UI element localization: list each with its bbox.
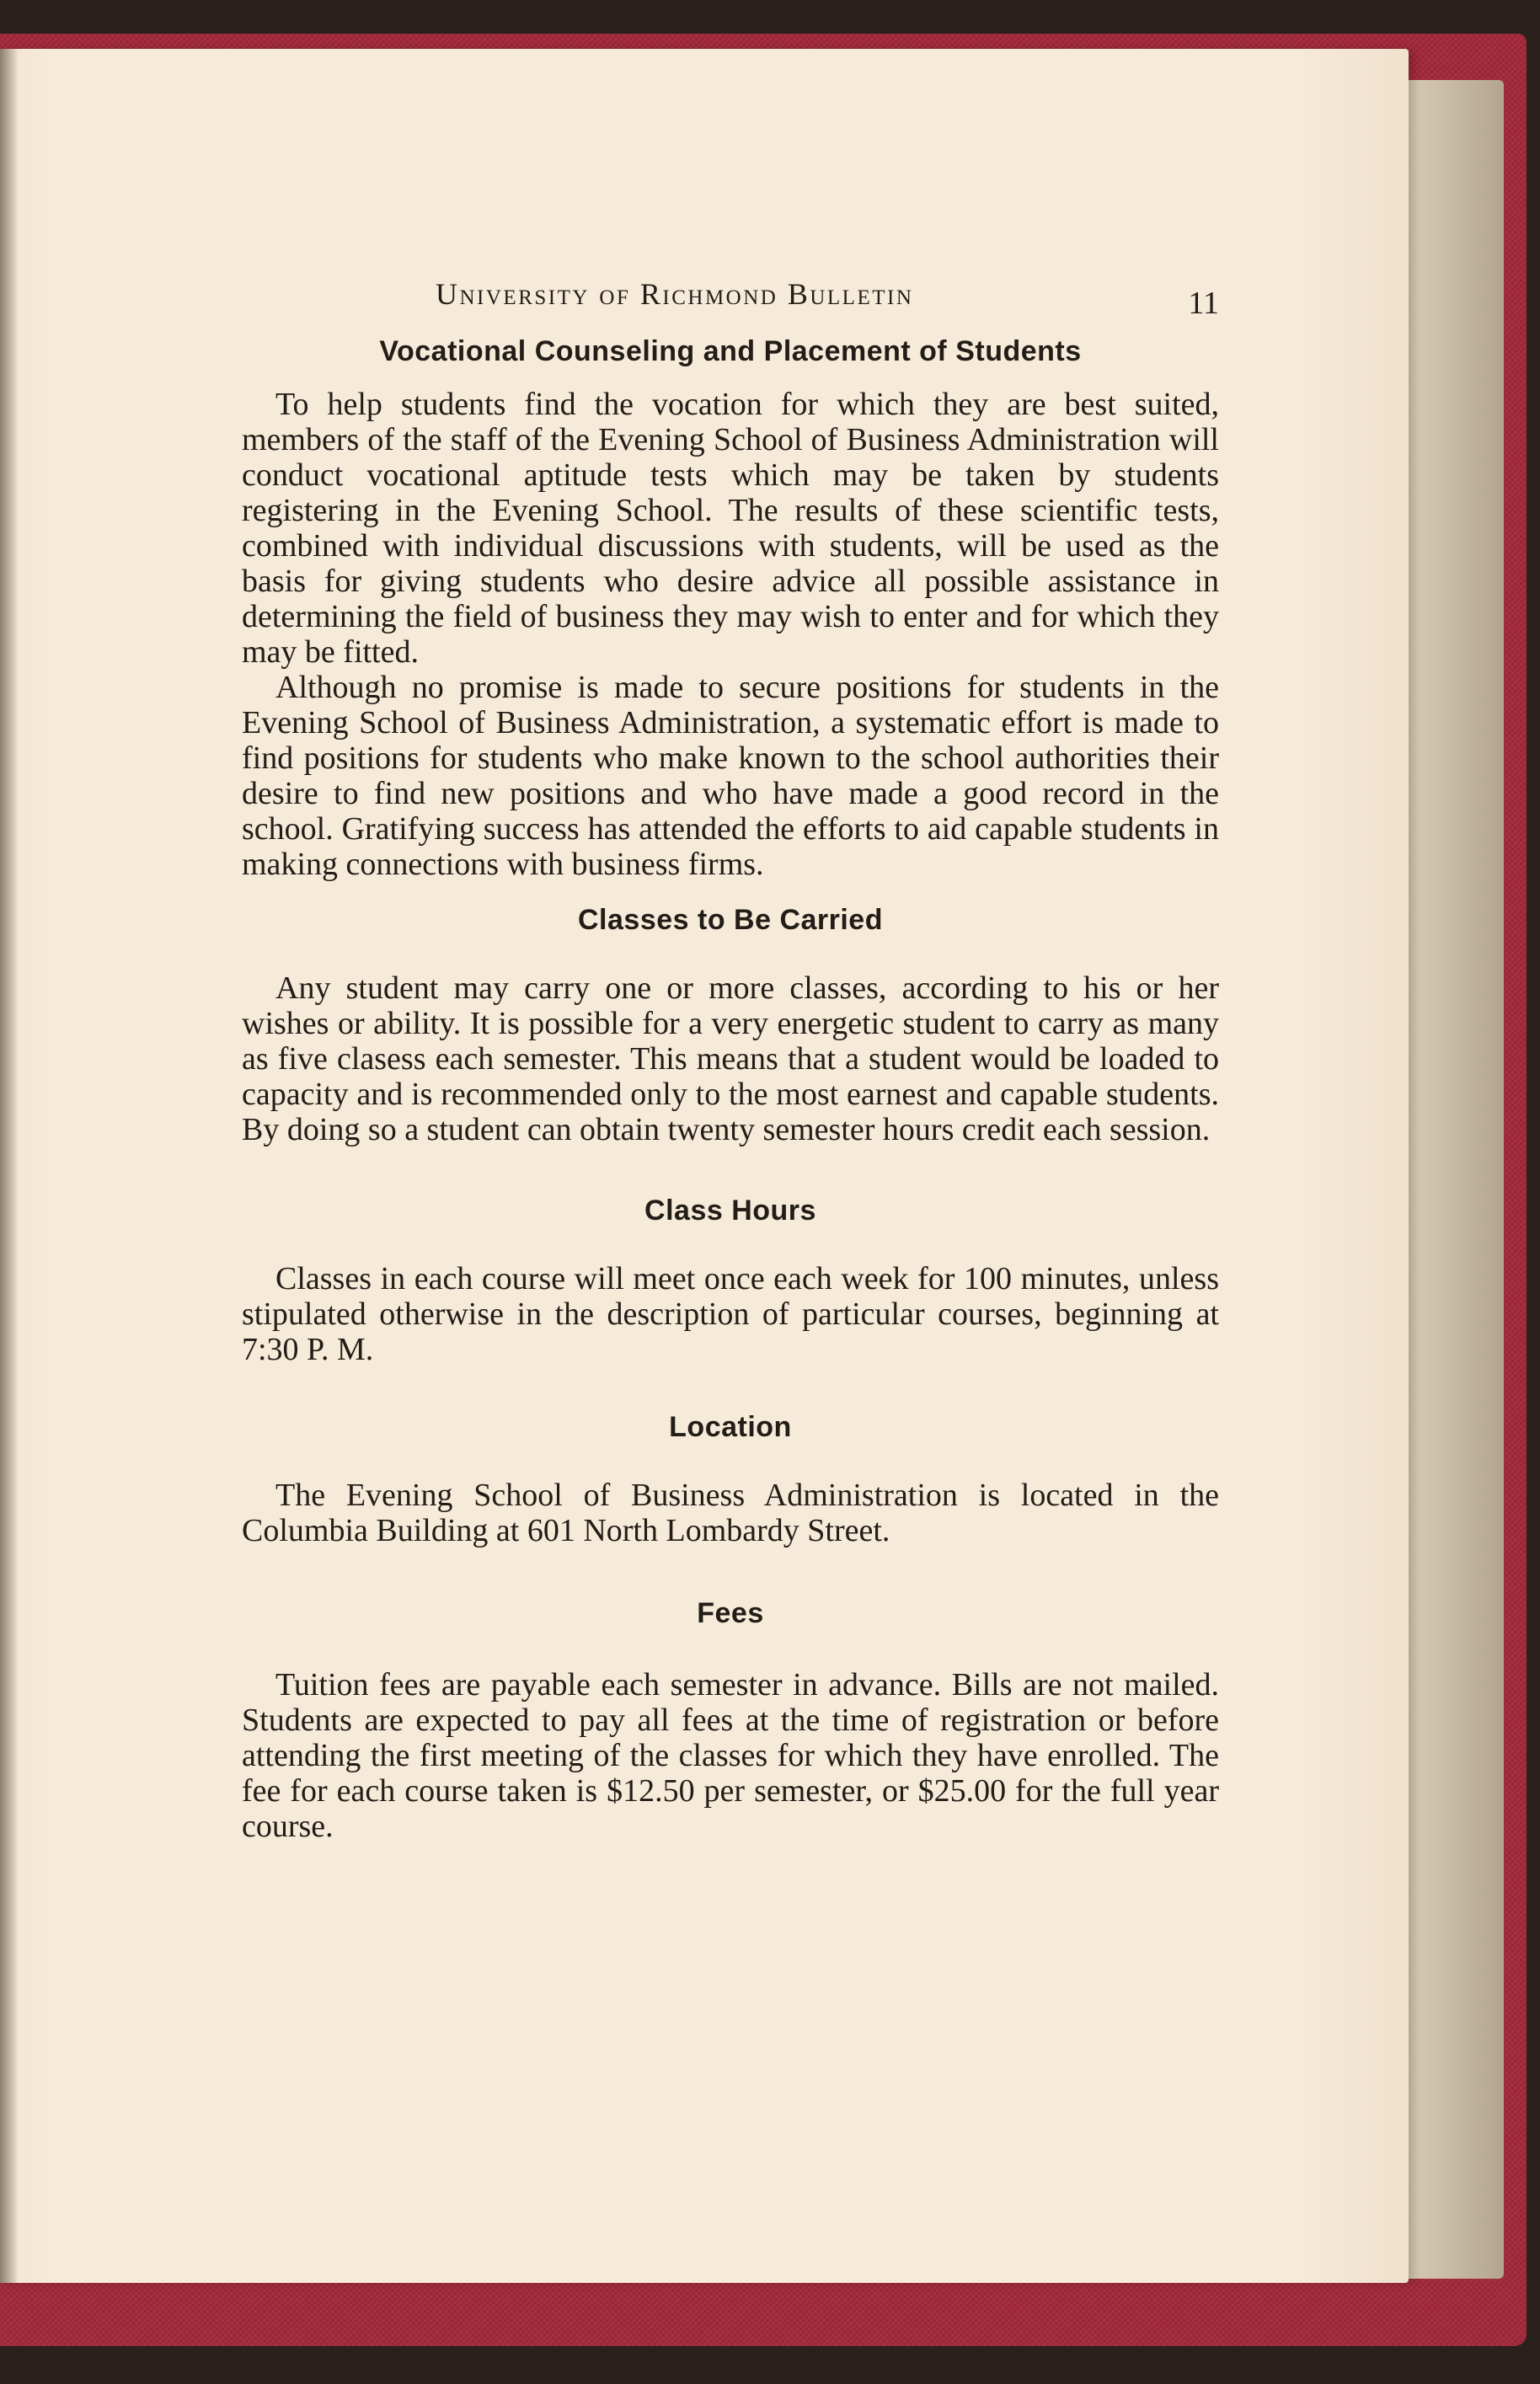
paragraph-location: The Evening School of Business Administration is located in the Columbia Building at 601 North Lombardy Street. bbox=[242, 1478, 1219, 1548]
section-heading-class-hours: Class Hours bbox=[644, 1195, 816, 1227]
running-title: University of Richmond Bulletin bbox=[436, 277, 914, 311]
running-head bbox=[242, 270, 1219, 320]
paragraph-class-hours: Classes in each course will meet once each week for 100 minutes, unless stipulated otherwise in the description of particular courses, beginning at 7:30 P. M. bbox=[242, 1261, 1219, 1367]
page-edges bbox=[1394, 80, 1504, 2279]
page-number: 11 bbox=[1188, 286, 1219, 321]
section-heading-location: Location bbox=[669, 1411, 792, 1443]
paragraph-placement: Although no promise is made to secure positions for students in the Evening School of Business Administration, a systematic effort is made to find positions for students who make known to the school authorities their desire to find new positions and who have made a good record in the school. Gratifying success has attended the efforts to aid capable students in making connections with business firms. bbox=[242, 670, 1219, 882]
binding-gutter bbox=[0, 49, 19, 2283]
section-heading-classes-to-be-carried: Classes to Be Carried bbox=[578, 904, 883, 936]
paragraph-fees: Tuition fees are payable each semester in advance. Bills are not mailed. Students are expected to pay all fees at the time of registration or before attending the first meeting of the classes for which they have enrolled. The fee for each course taken is $12.50 per semester, or $25.00 for the full year course. bbox=[242, 1667, 1219, 1844]
page-text bbox=[242, 270, 1219, 1844]
section-heading-vocational-counseling: Vocational Counseling and Placement of Students bbox=[379, 335, 1082, 367]
paragraph-vocational-tests: To help students find the vocation for which they are best suited, members of the staff of the Evening School of Business Administration will conduct vocational aptitude tests which may be taken by students registering in the Evening School. The results of these scientific tests, combined with individual discussions with students, will be used as the basis for giving students who desire advice all possible assistance in determining the field of business they may wish to enter and for which they may be fitted. bbox=[242, 387, 1219, 670]
paragraph-classes-to-be-carried: Any student may carry one or more classes, according to his or her wishes or ability. It is possible for a very energetic student to carry as many as five clasess each semester. This means that a student would be loaded to capacity and is recommended only to the most earnest and capable students. By doing so a student can obtain twenty semester hours credit each session. bbox=[242, 970, 1219, 1147]
section-heading-fees: Fees bbox=[697, 1597, 764, 1629]
